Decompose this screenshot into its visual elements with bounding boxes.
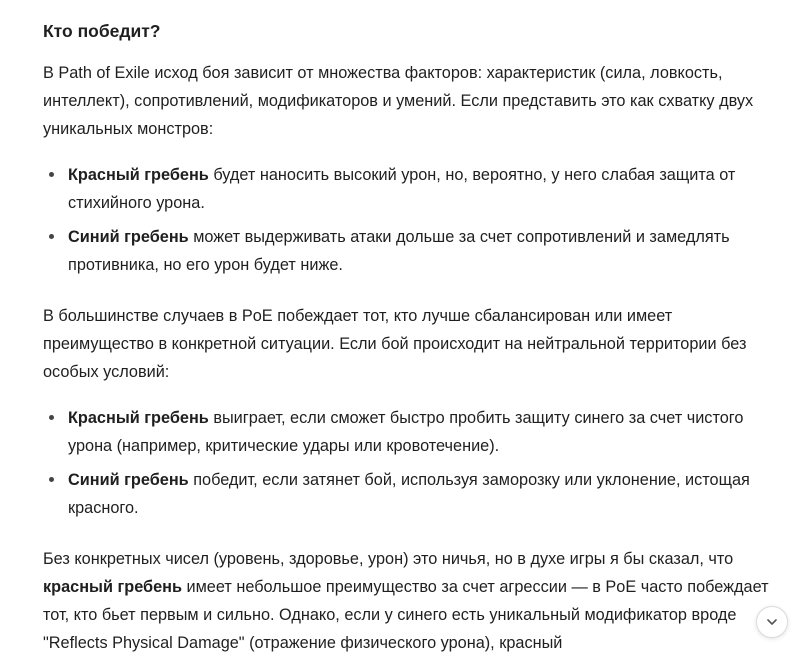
item-text: может выдерживать атаки дольше за счет сопротивлений и замедлять противника, но его урон будет ниже. [68,228,730,274]
item-bold: Красный гребень [68,166,209,184]
outcome-list-2 [43,404,783,522]
conclusion-paragraph [43,545,783,657]
item-text: победит, если затянет бой, используя заморозку или уклонение, истощая красного. [68,471,750,517]
list-item [43,404,783,460]
item-text: выиграет, если сможет быстро пробить защиту синего за счет чистого урона (например, критические удары или кровотечение). [68,409,744,455]
conclusion-bold: красный гребень [43,578,182,596]
conclusion-before: Без конкретных чисел (уровень, здоровье, урон) это ничья, но в духе игры я бы сказал, что [43,550,734,568]
item-bold: Синий гребень [68,228,189,246]
scroll-down-button[interactable] [756,606,788,638]
chevron-down-icon [765,615,779,629]
list-item [43,223,783,279]
middle-paragraph: В большинстве случаев в PoE побеждает тот, кто лучше сбалансирован или имеет преимущество в конкретной ситуации. Если бой происходит на нейтральной территории без особых условий: [43,307,747,381]
item-bold: Красный гребень [68,409,209,427]
list-item [43,466,783,522]
response-content [43,0,783,657]
item-text: будет наносить высокий урон, но, вероятно, у него слабая защита от стихийного урона. [68,166,736,212]
item-bold: Синий гребень [68,471,189,489]
section-heading: Кто победит? [43,21,161,41]
conclusion-after: имеет небольшое преимущество за счет агрессии — в PoE часто побеждает тот, кто бьет первым и сильно. Однако, если у синего есть уникальный модификатор вроде "Reflects Physical Damage" (отражение физического урона), красный [43,578,769,652]
intro-paragraph: В Path of Exile исход боя зависит от множества факторов: характеристик (сила, ловкость, интеллект), сопротивлений, модификаторов и умений. Если представить это как схватку двух уникальных монстров: [43,64,754,138]
list-item [43,161,783,217]
outcome-list-1 [43,161,783,279]
